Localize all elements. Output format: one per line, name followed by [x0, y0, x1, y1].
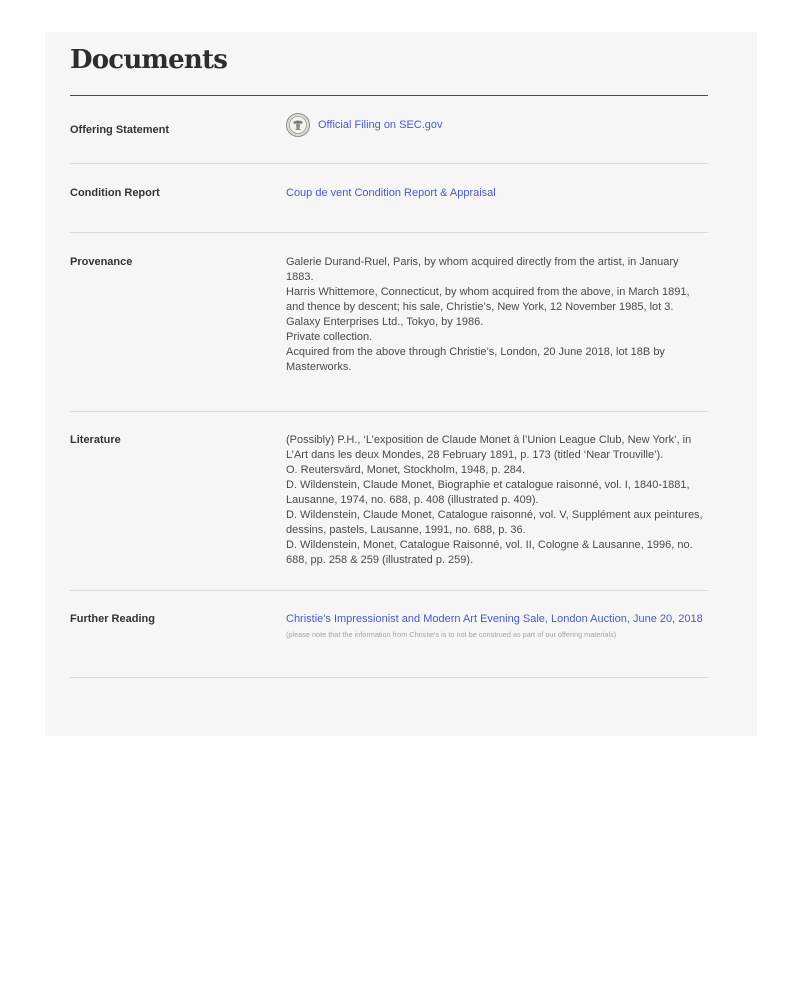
- row-divider: [70, 677, 708, 678]
- title-divider: [70, 95, 708, 96]
- further-reading-value: [286, 612, 708, 641]
- provenance-line: Galaxy Enterprises Ltd., Tokyo, by 1986.: [286, 316, 484, 328]
- literature-line: O. Reutersvärd, Monet, Stockholm, 1948, p. 284.: [286, 464, 526, 476]
- offering-statement-value: [286, 117, 708, 137]
- condition-report-value: [286, 186, 708, 201]
- provenance-value: [286, 255, 708, 375]
- literature-label: Literature: [70, 434, 121, 446]
- offering-statement-row: [70, 118, 708, 153]
- condition-report-row: [70, 186, 708, 206]
- literature-line: D. Wildenstein, Claude Monet, Catalogue raisonné, vol. V, Supplément aux peintures, dessins, pastels, Lausanne, 1991, no. 688, p. 36.: [286, 509, 703, 536]
- documents-panel: [45, 32, 757, 736]
- offering-statement-label: Offering Statement: [70, 124, 170, 136]
- row-divider: [70, 232, 708, 233]
- page-title: Documents: [70, 45, 228, 75]
- provenance-label: Provenance: [70, 256, 133, 268]
- row-divider: [70, 590, 708, 591]
- sec-filing-link[interactable]: Official Filing on SEC.gov: [318, 118, 443, 131]
- provenance-line: Private collection.: [286, 331, 373, 343]
- literature-value: [286, 433, 708, 568]
- row-divider: [70, 163, 708, 164]
- disclaimer-note: (please note that the information from Christie's is to not be construed as part of our offering materials): [286, 630, 617, 639]
- condition-report-link[interactable]: Coup de vent Condition Report & Appraisal: [286, 187, 496, 199]
- literature-line: D. Wildenstein, Monet, Catalogue Raisonné, vol. II, Cologne & Lausanne, 1996, no. 688, pp. 258 & 259 (illustrated p. 259).: [286, 539, 693, 566]
- literature-row: [70, 433, 708, 573]
- literature-line: D. Wildenstein, Claude Monet, Biographie et catalogue raisonné, vol. I, 1840-1881, Lausanne, 1974, no. 688, p. 408 (illustrated p. 409).: [286, 479, 690, 506]
- further-reading-label: Further Reading: [70, 613, 155, 625]
- sec-seal-icon: [286, 113, 310, 137]
- provenance-row: [70, 255, 708, 395]
- provenance-line: Galerie Durand-Ruel, Paris, by whom acquired directly from the artist, in January 1883.: [286, 256, 679, 283]
- condition-report-label: Condition Report: [70, 187, 160, 199]
- further-reading-row: [70, 612, 708, 662]
- row-divider: [70, 411, 708, 412]
- provenance-line: Harris Whittemore, Connecticut, by whom acquired from the above, in March 1891, and thence by descent; his sale, Christie’s, New York, 12 November 1985, lot 3.: [286, 286, 690, 313]
- christies-auction-link[interactable]: Christie's Impressionist and Modern Art Evening Sale, London Auction, June 20, 2018: [286, 613, 703, 625]
- literature-line: (Possibly) P.H., ‘L’exposition de Claude Monet à l’Union League Club, New York’, in L’Art dans les deux Mondes, 28 February 1891, p. 173 (titled ‘Near Trouville’).: [286, 434, 692, 461]
- provenance-line: Acquired from the above through Christie’s, London, 20 June 2018, lot 18B by Masterworks.: [286, 346, 665, 373]
